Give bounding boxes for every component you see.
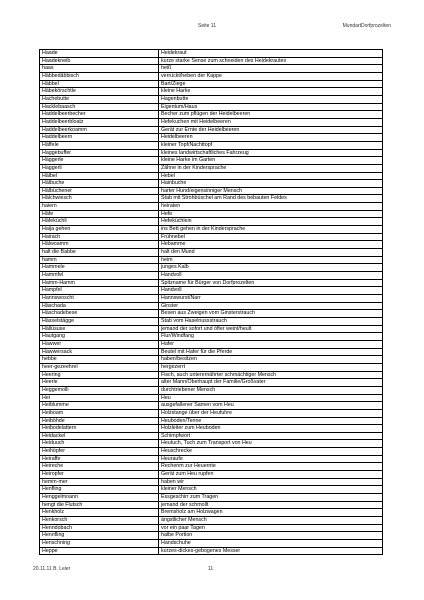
dialect-term: heer-gezeehrel [40, 363, 159, 371]
dialect-term: Haadekneib [40, 57, 159, 65]
term-meaning: Hannswurst/Narr [159, 295, 383, 303]
table-row [40, 494, 383, 502]
term-meaning: kleine Harke im Garten [159, 157, 383, 165]
table-row [40, 272, 383, 280]
table-row [40, 417, 383, 425]
table-row [40, 141, 383, 149]
dialect-term: Häbbedäbbisch [40, 72, 159, 80]
term-meaning: Zähne in der Kindersprache [159, 164, 383, 172]
dialect-term: Hennfling [40, 532, 159, 540]
dialect-term: Henndobach [40, 524, 159, 532]
dialect-term: Hampfel [40, 287, 159, 295]
dialect-term: Heiraffe [40, 455, 159, 463]
table-row [40, 547, 383, 555]
dialect-term: Hässelstägge [40, 317, 159, 325]
table-row [40, 180, 383, 188]
table-row [40, 471, 383, 479]
dialect-term: Haddelbeern [40, 134, 159, 142]
dialect-term: Hairach [40, 233, 159, 241]
table-row [40, 264, 383, 272]
term-meaning: ins Bett gehen in der Kindersprache [159, 226, 383, 234]
table-row [40, 440, 383, 448]
term-meaning: Handvoll [159, 272, 383, 280]
dialect-term: Hachebutte [40, 95, 159, 103]
dialect-term: Häfe [40, 210, 159, 218]
dialect-term: Heiduuch [40, 440, 159, 448]
dialect-term: Haggerli [40, 164, 159, 172]
dialect-term: Hannswoscht [40, 295, 159, 303]
dialect-term: Heihöpfer [40, 448, 159, 456]
dialect-term: Hälbuche [40, 180, 159, 188]
term-meaning: ängstlicher Mensch [159, 517, 383, 525]
table-row [40, 371, 383, 379]
term-meaning: heiraten [159, 203, 383, 211]
dialect-term: Häffele [40, 141, 159, 149]
dialect-term: Haija gehen [40, 226, 159, 234]
dialect-term: Haddelbeerbecher [40, 111, 159, 119]
dialect-term: haas [40, 65, 159, 73]
dialect-term: hengt die Flutsch [40, 501, 159, 509]
dialect-term: Hammfel [40, 272, 159, 280]
dialect-term: haiern [40, 203, 159, 211]
table-row [40, 65, 383, 73]
dialect-term: Haade [40, 50, 159, 58]
term-meaning: Hefeküchlein [159, 218, 383, 226]
table-row [40, 386, 383, 394]
table-row [40, 256, 383, 264]
table-row [40, 394, 383, 402]
table-row [40, 249, 383, 257]
dialect-term: halt die Babbe [40, 249, 159, 257]
term-meaning: jemand der schmollt [159, 501, 383, 509]
table-row [40, 524, 383, 532]
dialect-term: hebbe [40, 356, 159, 364]
table-row [40, 425, 383, 433]
term-meaning: Handvoll [159, 287, 383, 295]
term-meaning: Hebel [159, 172, 383, 180]
table-row [40, 80, 383, 88]
term-meaning: Schimpfwort [159, 432, 383, 440]
table-row [40, 532, 383, 540]
term-meaning: Hefe [159, 210, 383, 218]
table-row [40, 118, 383, 126]
table-row [40, 103, 383, 111]
table-row [40, 126, 383, 134]
term-meaning: Hagenbutte [159, 95, 383, 103]
dialect-term: Heering [40, 371, 159, 379]
term-meaning: Holzleiter zum Heuboden [159, 425, 383, 433]
term-meaning: Essgeschirr zum Tragen [159, 494, 383, 502]
term-meaning: kurzes-dickes-gebogenes Messer [159, 547, 383, 555]
table-row [40, 409, 383, 417]
dialect-term: hamm [40, 256, 159, 264]
term-meaning: Becher zum pflügen der Heidelbeeren [159, 111, 383, 119]
term-meaning: Heidekraut [159, 50, 383, 58]
table-row [40, 317, 383, 325]
table-row [40, 279, 383, 287]
dialect-term: Hawwersack [40, 348, 159, 356]
table-row [40, 478, 383, 486]
dialect-term: Haddelbeerbloatz [40, 118, 159, 126]
table-row [40, 325, 383, 333]
term-meaning: kurze starke Sense zum schneiden des Heidekrautes [159, 57, 383, 65]
term-meaning: Heu [159, 394, 383, 402]
table-row [40, 241, 383, 249]
footer-author-date: 20.11.11 B. Leier [33, 566, 71, 572]
dialect-term: Hawwer [40, 340, 159, 348]
table-row [40, 226, 383, 234]
term-meaning: Frühnebel [159, 233, 383, 241]
term-meaning: Heutuch, Tuch zum Transport von Heu [159, 440, 383, 448]
term-meaning: kleine Harke [159, 88, 383, 96]
table-row [40, 88, 383, 96]
dialect-term: Häggerle [40, 157, 159, 165]
table-row [40, 218, 383, 226]
term-meaning: verrückt/heben der Kappe [159, 72, 383, 80]
dialect-term: Hällüsuse [40, 325, 159, 333]
term-meaning: Handschuhe [159, 540, 383, 548]
table-row [40, 72, 383, 80]
term-meaning: kleines landwirtschaftliches Fahrzeug [159, 149, 383, 157]
document-title: MundartDorfprozelten [342, 23, 391, 29]
term-meaning: halbe Portion [159, 532, 383, 540]
dialect-term: Hälwoamm [40, 241, 159, 249]
term-meaning: Rechenm zur Heuernte [159, 463, 383, 471]
table-row [40, 172, 383, 180]
table-row [40, 233, 383, 241]
term-meaning: Besen aus Zweigen vom Ginsterstrauch [159, 310, 383, 318]
table-row [40, 363, 383, 371]
table-row [40, 348, 383, 356]
term-meaning: Gerät zum Heu rupfen [159, 471, 383, 479]
table-row [40, 195, 383, 203]
dialect-term: Hei [40, 394, 159, 402]
dialect-term: Heiboam [40, 409, 159, 417]
term-meaning: ausgefallener Samen vom Heu [159, 402, 383, 410]
table-row [40, 432, 383, 440]
term-meaning: Hefekuchen mit Heidelbeeren [159, 118, 383, 126]
term-meaning: heim [159, 256, 383, 264]
term-meaning: Stab mit Strohbüschel am Rand des bebauten Feldes [159, 195, 383, 203]
table-row [40, 540, 383, 548]
term-meaning: kleiner Mensch [159, 486, 383, 494]
dialect-term: Haddelbeerkoamm [40, 126, 159, 134]
glossary-table [39, 49, 383, 555]
table-row [40, 157, 383, 165]
dialect-term: Häschadebese [40, 310, 159, 318]
term-meaning: Hafer [159, 340, 383, 348]
term-meaning: Stab vom Haselnussstrauch [159, 317, 383, 325]
dialect-term: Hälchwiesch [40, 195, 159, 203]
dialect-term: Häbbel [40, 80, 159, 88]
dialect-term: Hautgang [40, 333, 159, 341]
term-meaning: heiß [159, 65, 383, 73]
dialect-term: Henkorsch [40, 517, 159, 525]
table-row [40, 448, 383, 456]
term-meaning: Heuraufe [159, 455, 383, 463]
footer-page-number: 11 [208, 566, 214, 572]
dialect-term: Heppe [40, 547, 159, 555]
table-row [40, 203, 383, 211]
dialect-term: Heiböhde [40, 417, 159, 425]
term-meaning: Fisch, auch unterernährter schmächtiger Mensch [159, 371, 383, 379]
term-meaning: alter Mann/Oberhaupt der Familie/Großvater [159, 379, 383, 387]
table-row [40, 111, 383, 119]
dialect-term: Henggelmoann [40, 494, 159, 502]
term-meaning: harter Hund/eigensinniger Mensch [159, 187, 383, 195]
term-meaning: Holzstange über der Heufuhre [159, 409, 383, 417]
table-row [40, 302, 383, 310]
term-meaning: Bremsholz am Holzwagen [159, 509, 383, 517]
dialect-term: Henfling [40, 486, 159, 494]
dialect-term: Heerle [40, 379, 159, 387]
table-row [40, 379, 383, 387]
table-row [40, 210, 383, 218]
table-row [40, 287, 383, 295]
term-meaning: Bart/Ziege [159, 80, 383, 88]
table-row [40, 164, 383, 172]
term-meaning: Spitzname für Bürger von Dorfprozelten [159, 279, 383, 287]
term-meaning: Flur/Windfang [159, 333, 383, 341]
table-row [40, 50, 383, 58]
table-row [40, 149, 383, 157]
dialect-term: Hälbüchener [40, 187, 159, 195]
table-row [40, 57, 383, 65]
dialect-term: Heidackel [40, 432, 159, 440]
table-row [40, 455, 383, 463]
dialect-term: Häschada [40, 302, 159, 310]
term-meaning: haben/besitzen [159, 356, 383, 364]
table-row [40, 187, 383, 195]
term-meaning: Heuboden/Tenne [159, 417, 383, 425]
term-meaning: Heuschrecke [159, 448, 383, 456]
dialect-term: hemm-mer [40, 478, 159, 486]
term-meaning: Hainbuche [159, 180, 383, 188]
page-label: Seite 11 [198, 23, 216, 29]
term-meaning: kleiner Topf/Nachttopf [159, 141, 383, 149]
dialect-term: Häbekörschtle [40, 88, 159, 96]
term-meaning: Ginster [159, 302, 383, 310]
term-meaning: jemand der sofort und öfter weint/heult [159, 325, 383, 333]
term-meaning: Hebamme [159, 241, 383, 249]
table-row [40, 95, 383, 103]
term-meaning: Eigentum/Haus [159, 103, 383, 111]
table-row [40, 134, 383, 142]
table-row [40, 333, 383, 341]
dialect-term: Hamm-Hamm [40, 279, 159, 287]
dialect-term: Hammele [40, 264, 159, 272]
dialect-term: Hacklebaasch [40, 103, 159, 111]
dialect-term: Heiropfer [40, 471, 159, 479]
dialect-term: Heireche [40, 463, 159, 471]
term-meaning: hergezerrt [159, 363, 383, 371]
term-meaning: Beutel mit Hafer für die Pferde [159, 348, 383, 356]
table-row [40, 486, 383, 494]
table-row [40, 310, 383, 318]
table-row [40, 356, 383, 364]
dialect-term: Haggebuffer [40, 149, 159, 157]
dialect-term: Heiblumme [40, 402, 159, 410]
table-row [40, 463, 383, 471]
dialect-term: Heibodelattern [40, 425, 159, 433]
table-row [40, 402, 383, 410]
term-meaning: durchtriebener Mensch [159, 386, 383, 394]
table-row [40, 517, 383, 525]
table-row [40, 509, 383, 517]
term-meaning: junges Kalb [159, 264, 383, 272]
term-meaning: halt den Mund [159, 249, 383, 257]
table-row [40, 340, 383, 348]
table-row [40, 501, 383, 509]
dialect-term: Henkholz [40, 509, 159, 517]
term-meaning: vor ein paar Tagen [159, 524, 383, 532]
term-meaning: Gerät zur Ernte der Heidelbeeren [159, 126, 383, 134]
dialect-term: Häfeküchli [40, 218, 159, 226]
table-row [40, 295, 383, 303]
term-meaning: Heidelbeeren [159, 134, 383, 142]
term-meaning: haben wir [159, 478, 383, 486]
dialect-term: Henschning [40, 540, 159, 548]
dialect-term: Hälbel [40, 172, 159, 180]
dialect-term: Heggemolli [40, 386, 159, 394]
